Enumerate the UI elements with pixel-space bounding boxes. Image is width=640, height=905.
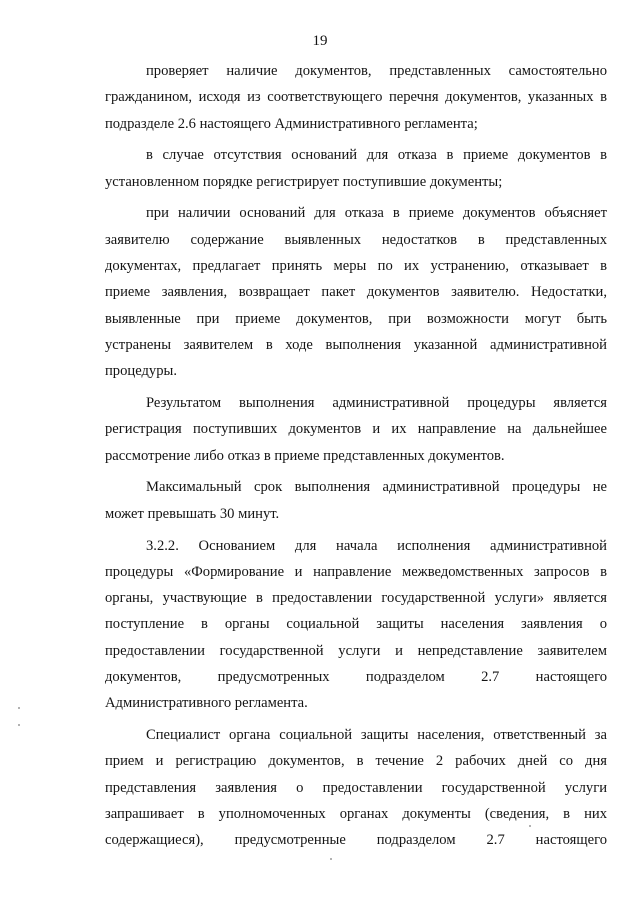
text-line: проверяет наличие документов, представленных самостоятельно (146, 63, 607, 79)
text-line: процедуры «Формирование и направление межведомственных запросов в (105, 563, 607, 580)
text-line: приеме заявления, возвращает пакет документов заявителю. Недостатки, (105, 284, 607, 301)
scan-speck (529, 825, 531, 827)
text-line: содержащиеся), предусмотренные подразделом 2.7 настоящего (105, 832, 607, 849)
text-line: Административного регламента. (105, 695, 308, 712)
text-line: установленном порядке регистрирует поступившие документы; (105, 173, 503, 190)
text-line: предоставлении государственной услуги и непредставление заявителем (105, 642, 607, 659)
text-line: представления заявления о предоставлении государственной услуги (105, 779, 607, 796)
text-line: органы, участвующие в предоставлении государственной услуги» является (105, 590, 607, 607)
text-line: Результатом выполнения административной процедуры является (146, 395, 607, 412)
text-line: Максимальный срок выполнения административной процедуры не (146, 479, 607, 496)
text-line: поступление в органы социальной защиты населения заявления о (105, 616, 607, 633)
text-line: гражданином, исходя из соответствующего перечня документов, указанных в (105, 89, 607, 106)
text-line: устранены заявителем в ходе выполнения указанной административной (105, 336, 607, 353)
text-line: запрашивает в уполномоченных органах документы (сведения, в них (105, 806, 607, 823)
text-line: при наличии оснований для отказа в приеме документов объясняет (146, 205, 607, 222)
text-line: прием и регистрацию документов, в течение 2 рабочих дней со дня (105, 753, 607, 770)
paragraph-registration (105, 142, 607, 195)
page-number: 19 (312, 33, 328, 49)
paragraph-section-3-2-2 (105, 533, 607, 717)
text-line: регистрация поступивших документов и их направление на дальнейшее (105, 421, 607, 438)
paragraph-max-term (105, 474, 607, 527)
scan-speck (18, 707, 20, 709)
text-line: 3.2.2. Основанием для начала исполнения административной (146, 537, 607, 554)
paragraph-specialist (105, 722, 607, 853)
paragraph-result (105, 390, 607, 469)
text-line: Специалист органа социальной защиты населения, ответственный за (146, 727, 607, 744)
text-line: процедуры. (105, 363, 177, 380)
scan-speck (18, 724, 20, 726)
text-line: выявленные при приеме документов, при возможности могут быть (105, 310, 607, 327)
scan-speck (330, 858, 332, 860)
paragraph-refusal-grounds (105, 200, 607, 384)
text-line: в случае отсутствия оснований для отказа в приеме документов в (146, 147, 607, 164)
text-line: документах, предлагает принять меры по их устранению, отказывает в (105, 258, 607, 275)
text-line: рассмотрение либо отказ в приеме представленных документов. (105, 447, 505, 464)
text-line: может превышать 30 минут. (105, 505, 280, 522)
paragraph-document-check (105, 58, 607, 137)
text-line: подразделе 2.6 настоящего Административного регламента; (105, 115, 478, 132)
text-line: документов, предусмотренных подразделом 2.7 настоящего (105, 669, 607, 686)
text-line: заявителю содержание выявленных недостатков в представленных (105, 231, 607, 248)
document-body (105, 58, 607, 859)
